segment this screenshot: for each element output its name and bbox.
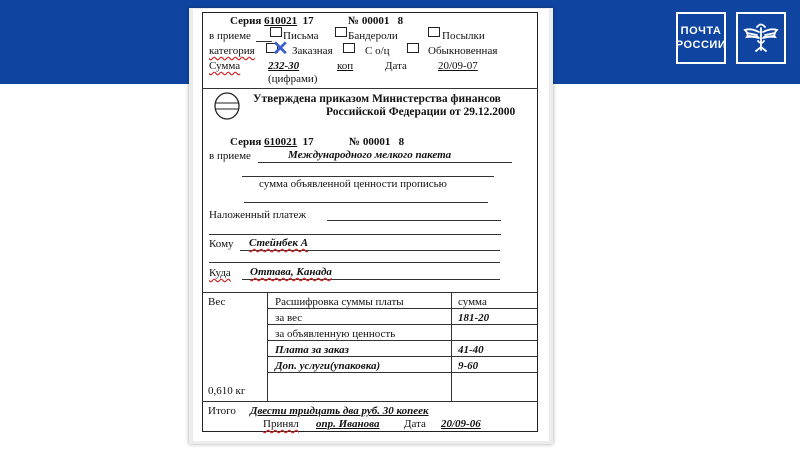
checkbox-parcels[interactable] <box>428 27 440 37</box>
footer-date-value: 20/09-06 <box>441 418 481 430</box>
option-letters: Письма <box>283 30 319 42</box>
table-row-label: Плата за заказ <box>275 344 349 356</box>
to-line-2 <box>209 262 500 263</box>
slip-date-label: Дата <box>385 60 407 72</box>
pochta-rossii-logo <box>676 12 726 64</box>
slip-date-value: 20/09-07 <box>438 60 478 72</box>
table-row-label: Доп. услуги(упаковка) <box>275 360 381 372</box>
receipt-in-reception: в приеме <box>209 150 251 162</box>
option-parcels: Посылки <box>442 30 485 42</box>
slip-kop-label: коп <box>337 60 354 72</box>
table-row-value: 181-20 <box>458 312 490 324</box>
weight-label: Вес <box>208 296 226 308</box>
section-divider <box>202 88 538 89</box>
approved-line-2: Российской Федерации от 29.12.2000 <box>326 106 516 118</box>
table-row-value: 41-40 <box>458 344 484 356</box>
footer-date-label: Дата <box>404 418 426 430</box>
eagle-emblem-icon <box>736 12 786 64</box>
option-bandroli: Бандероли <box>348 30 398 42</box>
accepted-value: опр. Иванова <box>316 418 380 430</box>
slip-series: Серия 610021 17 <box>230 15 314 27</box>
checkbox-ordinary[interactable] <box>407 43 419 53</box>
declared-value-line <box>242 176 494 177</box>
to-value: Стейнбек А <box>249 237 309 249</box>
logo-line-1: ПОЧТА <box>680 25 722 37</box>
checked-x-mark: ✕ <box>272 38 289 60</box>
round-stamp-icon <box>213 91 241 126</box>
cod-line <box>327 220 501 221</box>
table-bottom-border <box>202 401 538 402</box>
receipt-item-value: Международного мелкого пакета <box>288 149 452 161</box>
slip-digits-note: (цифрами) <box>268 73 318 85</box>
weight-value: 0,610 кг <box>208 385 246 397</box>
checkbox-declared-value[interactable] <box>343 43 355 53</box>
sum-header: сумма <box>458 296 487 308</box>
receipt-series: Серия 610021 17 <box>230 136 314 148</box>
table-row-label: за вес <box>275 312 303 324</box>
slip-sum-value: 232-30 <box>268 60 300 72</box>
table-top-border <box>202 292 538 293</box>
checkbox-parcels-small[interactable] <box>335 27 347 37</box>
decode-header: Расшифровка суммы платы <box>275 296 404 308</box>
option-registered: Заказная <box>292 45 333 57</box>
slip-in-reception: в приеме <box>209 30 251 42</box>
cod-label: Наложенный платеж <box>209 209 307 221</box>
declared-value-line-2 <box>244 202 488 203</box>
declared-value-note: сумма объявленной ценности прописью <box>259 178 447 190</box>
accepted-label: Принял <box>263 418 299 430</box>
approved-line-1: Утверждена приказом Министерства финансов <box>253 93 501 105</box>
total-value: Двести тридцать два руб. 30 копеек <box>250 405 429 417</box>
where-label: Куда <box>209 267 231 279</box>
to-line <box>240 250 500 251</box>
logo-line-2: РОССИИ <box>675 39 727 51</box>
option-declared-value: С о/ц <box>365 45 390 57</box>
slip-reception-underline <box>256 41 272 42</box>
checkbox-letters[interactable] <box>270 27 282 37</box>
slip-category-label: категория <box>209 45 255 57</box>
table-row-label: за объявленную ценность <box>275 328 396 340</box>
option-ordinary: Обыкновенная <box>428 45 498 57</box>
receipt-item-underline <box>258 162 512 163</box>
receipt-number: № 00001 8 <box>349 136 405 148</box>
total-label: Итого <box>208 405 236 417</box>
to-label: Кому <box>209 238 234 250</box>
slip-number: № 00001 8 <box>348 15 404 27</box>
table-row-line-2 <box>267 324 538 325</box>
slip-sum-label: Сумма <box>209 60 241 72</box>
cod-line-2 <box>209 234 501 235</box>
where-line <box>242 279 500 280</box>
table-row-value: 9-60 <box>458 360 479 372</box>
where-value: Оттава, Канада <box>250 266 332 278</box>
